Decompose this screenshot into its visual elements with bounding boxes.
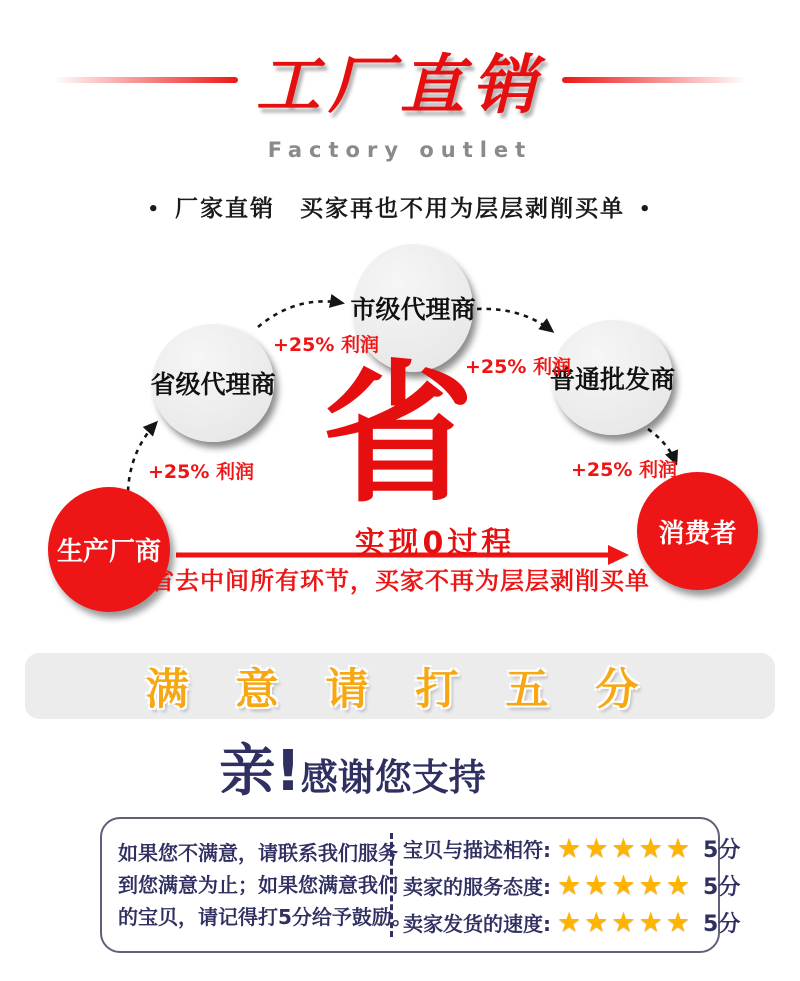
node-label: 市级代理商 [350, 295, 476, 324]
rating-score: 5分 [703, 911, 741, 937]
note-line: 到您满意为止；如果您满意我们 [118, 873, 398, 897]
rating-score: 5分 [703, 874, 741, 900]
save-character: 省 [322, 346, 474, 523]
profit-label-1: +25% 利润 [148, 461, 255, 483]
five-star-banner [25, 653, 775, 719]
profit-label-3: +25% 利润 [465, 356, 572, 378]
subtitle-en: Factory outlet [267, 138, 533, 162]
rating-list [403, 833, 740, 938]
tagline [0, 190, 800, 223]
bullet-icon: • [639, 199, 653, 220]
profit-label-4: +25% 利润 [571, 459, 678, 481]
bullet-icon: • [147, 199, 161, 220]
node-label: 省级代理商 [150, 370, 276, 399]
title-flourish-right [562, 77, 747, 83]
rating-label: 卖家的服务态度: [403, 874, 551, 899]
thanks-prefix: 亲! [219, 739, 301, 804]
direct-arrow-caption: 省去中间所有环节，买家不再为层层剥削买单 [150, 567, 650, 595]
rating-row-service [403, 870, 740, 901]
rating-score: 5分 [703, 837, 741, 863]
thanks-line [0, 727, 800, 807]
dashed-divider [390, 833, 393, 937]
header [0, 0, 800, 223]
node-label: 普通批发商 [550, 364, 676, 394]
rating-label: 宝贝与描述相符: [403, 837, 551, 862]
node-province-agent [152, 324, 274, 442]
five-star-icons: ★★★★★ [557, 832, 694, 864]
note-line: 如果您不满意，请联系我们服务 [118, 841, 398, 865]
profit-label-2: +25% 利润 [273, 334, 380, 356]
five-star-icons: ★★★★★ [557, 906, 694, 938]
tagline-text: 厂家直销 买家再也不用为层层剥削买单 [175, 196, 625, 222]
feedback-note [118, 837, 412, 933]
arrow-city-to-wholesaler [477, 309, 552, 331]
page-title: 工厂直销 [256, 49, 544, 123]
supply-chain-diagram [0, 237, 800, 637]
node-label: 消费者 [658, 518, 737, 549]
rating-row-description [403, 833, 740, 864]
title-flourish-left [53, 77, 238, 83]
feedback-box [100, 817, 741, 953]
zero-process-text: 实现0过程 [354, 526, 516, 561]
thanks-text: 感谢您支持 [300, 756, 486, 799]
note-line: 的宝贝，请记得打5分给予鼓励。 [118, 905, 412, 929]
five-star-icons: ★★★★★ [557, 869, 694, 901]
rating-label: 卖家发货的速度: [403, 911, 551, 936]
arrow-province-to-city [258, 301, 342, 327]
rating-row-shipping [403, 907, 740, 938]
node-label: 生产厂商 [56, 537, 161, 567]
banner-text: 满 意 请 打 五 分 [145, 664, 655, 715]
title-row [0, 34, 800, 126]
